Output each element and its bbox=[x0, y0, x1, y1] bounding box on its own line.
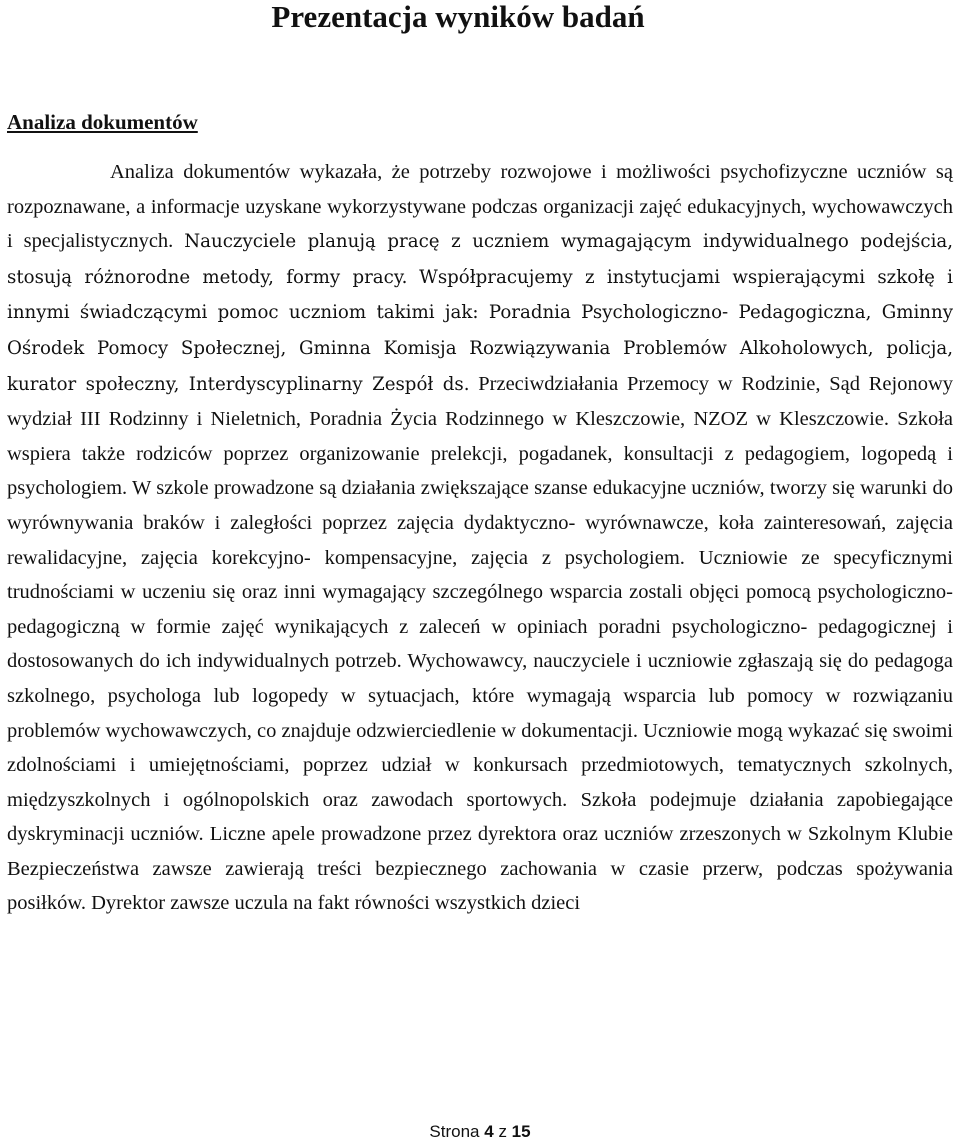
page-of: z bbox=[498, 1122, 507, 1141]
page-label: Strona bbox=[429, 1122, 480, 1141]
page-footer bbox=[0, 1122, 960, 1142]
section-heading: Analiza dokumentów bbox=[7, 110, 198, 134]
page-total: 15 bbox=[511, 1122, 531, 1141]
page-title: Prezentacja wyników badań bbox=[271, 0, 645, 34]
text-run-2: Nauczyciele planują pracę z uczniem wymagającym indywidualnego podejścia, stosują różnorodne metody, formy pracy. bbox=[7, 231, 954, 288]
text-run-3: Współpracujemy z instytucjami wspierającymi szkołę i innymi świadczącymi pomoc uczniom takimi jak: Poradnia Psychologiczno- Pedagogiczna, Gminny Ośrodek Pomocy Społecznej, Gminna Komisja Rozwiązywania Problemów Alkoholowych, policja, kurator społeczny, Interdyscyplinarny Zespół ds. bbox=[7, 266, 953, 395]
text-run-1: Analiza dokumentów wykazała, że potrzeby rozwojowe i możliwości psychofizyczne uczniów są rozpoznawane, a informacje uzyskane wykorzystywane podczas organizacji zajęć edukacyjnych, wychowawczych i specjalistycznych. bbox=[7, 161, 953, 253]
page-current: 4 bbox=[484, 1122, 494, 1141]
body-paragraph bbox=[7, 155, 953, 921]
text-run-4: Przeciwdziałania Przemocy w Rodzinie, Sąd Rejonowy wydział III Rodzinny i Nieletnich, Poradnia Życia Rodzinnego w Kleszczowie, NZOZ w Kleszczowie. bbox=[7, 372, 953, 431]
text-run-5: Szkoła wspiera także rodziców poprzez organizowanie prelekcji, pogadanek, konsultacji z pedagogiem, logopedą i psychologiem. W szkole prowadzone są działania zwiększające szanse edukacyjne uczniów, tworzy się warunki do wyrównywania braków i zaległości poprzez zajęcia dydaktyczno- wyrównawcze, koła zainteresowań, zajęcia rewalidacyjne, zajęcia korekcyjno- kompensacyjne, zajęcia z psychologiem. Uczniowie ze specyficznymi trudnościami w uczeniu się oraz inni wymagający szczególnego wsparcia zostali objęci pomocą psychologiczno- pedagogiczną w formie zajęć wynikających z zaleceń w opiniach poradni psychologiczno- pedagogicznej i dostosowanych do ich indywidualnych potrzeb. Wychowawcy, nauczyciele i uczniowie zgłaszają się do pedagoga szkolnego, psychologa lub logopedy w sytuacjach, które wymagają wsparcia lub pomocy w rozwiązaniu problemów wychowawczych, co znajduje odzwierciedlenie w dokumentacji. Uczniowie mogą wykazać się swoimi zdolnościami i umiejętnościami, poprzez udział w konkursach przedmiotowych, tematycznych szkolnych, międzyszkolnych i ogólnopolskich oraz zawodach sportowych. Szkoła podejmuje działania zapobiegające dyskryminacji uczniów. Liczne apele prowadzone przez dyrektora oraz uczniów zrzeszonych w Szkolnym Klubie Bezpieczeństwa zawsze zawierają treści bezpiecznego zachowania w czasie przerw, podczas spożywania posiłków. Dyrektor zawsze uczula na fakt równości wszystkich dzieci bbox=[7, 408, 954, 915]
